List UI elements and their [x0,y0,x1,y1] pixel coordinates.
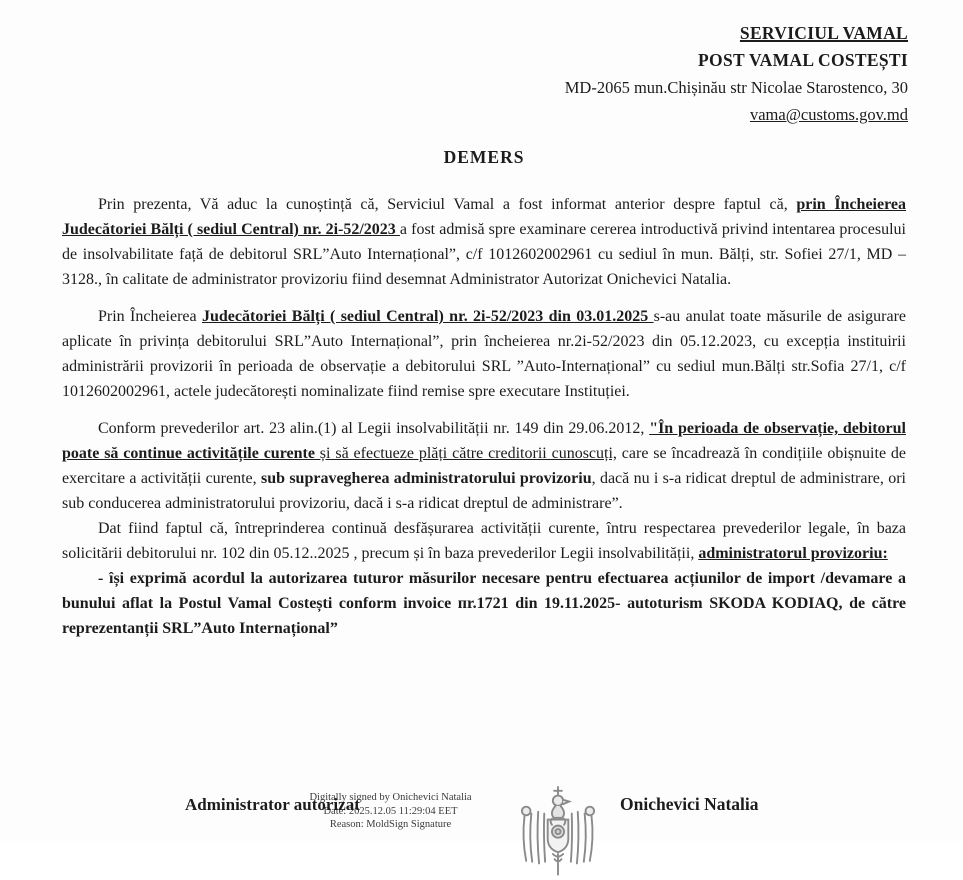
text-run: Conform prevederilor art. 23 alin.(1) al Legii insolvabilității nr. 149 din 29.06.2012, [98,420,650,437]
letterhead [565,20,908,128]
text-run: care se încadrează în condițiile obișnuite de exercitare a activității curente, [62,445,907,487]
signature-role: Administrator autorizat [185,795,360,814]
text-run-bold-underline: prin Încheierea Judecătoriei Bălți ( sediul Central) nr. 2i-52/2023 [62,196,907,238]
paragraph-5 [62,566,906,641]
text-run: Dat fiind faptul că, întreprinderea continuă desfășurarea activității curente, întru respectarea prevederilor legale, în baza solicitării debitorului nr. 102 din 05.12..2025 , precum și în baza prevederilor Legii insolvabilității, [62,520,906,562]
signatory-name: Onichevici Natalia [620,794,759,814]
text-run: Prin prezenta, Vă aduc la cunoștință că, Serviciul Vamal a fost informat anterior despre faptul că, [98,196,797,213]
text-run-bold: - își exprimă acordul la autorizarea tuturor măsurilor necesare pentru efectuarea acțiunilor de import /devamare a bunului aflat la Postul Vamal Costești conform invoice пr.1721 din 19.11.2025- autoturism SKODA KODIAQ, de către reprezentanții SRL”Auto Internațional” [62,570,906,637]
text-run-underline: și să efectueze plăți către creditorii cunoscuți, [314,445,617,462]
digital-signature-line: Digitally signed by Onichevici Natalia [309,792,472,803]
letter-body [62,146,906,641]
email-address: vama@customs.gov.md [749,105,908,124]
paragraph-4 [62,516,906,566]
text-run-bold: sub supravegherea administratorului provizoriu [260,470,592,487]
text-run: a fost admisă spre examinare cererea introductivă privind intentarea procesului de insolvabilitate față de debitorul SRL”Auto Internațional”, c/f 1012602002961 cu sediul în mun. Bălți, str. Sofiei 27/1, MD – 3128., în calitate de administrator provizoriu fiind desemnat Administrator Autorizat Onichevici Natalia. [62,221,906,288]
office-name: POST VAMAL COSTEȘTI [698,50,908,70]
moldova-coat-of-arms-icon [515,785,601,880]
paragraph-3 [62,416,906,516]
digital-signature-line: Date: 2025.12.05 11:29:04 EET [323,805,458,817]
text-run: s-au anulat toate măsurile de asigurare aplicate în privința debitorului SRL”Auto Internațional”, prin încheierea nr.2i-52/2023 din 05.12.2023, cu excepția instituirii administrării provizorii în perioada de observație a debitorului SRL ”Auto-Internațional” cu sediul mun.Bălți str.Sofia 27/1, c/f 1012602002961, actele judecătorești nominalizate fiind remise spre executare Instituției. [62,308,907,400]
digital-signature-line: Reason: MoldSign Signature [329,819,452,830]
text-run-bold-underline: administratorul provizoriu: [698,545,888,562]
text-run-bold-underline: "În perioada de observație, debitorul poate să continue activitățile curente [62,420,906,462]
document-title: DEMERS [443,147,525,167]
address-line: MD-2065 mun.Chișinău str Nicolae Starostenco, 30 [564,78,908,97]
text-run-bold-underline: Judecătoriei Bălți ( sediul Central) nr. 2i-52/2023 din 03.01.2025 [202,308,654,325]
paragraph-1 [62,192,906,292]
text-run: Prin Încheierea [98,308,202,325]
org-name: SERVICIUL VAMAL [739,23,908,43]
text-run: , dacă nu i s-a ridicat dreptul de administrare, ori sub conducerea administratorului provizoriu, dacă i s-a ridicat dreptul de administrare”. [62,470,906,512]
paragraph-2 [62,304,906,404]
